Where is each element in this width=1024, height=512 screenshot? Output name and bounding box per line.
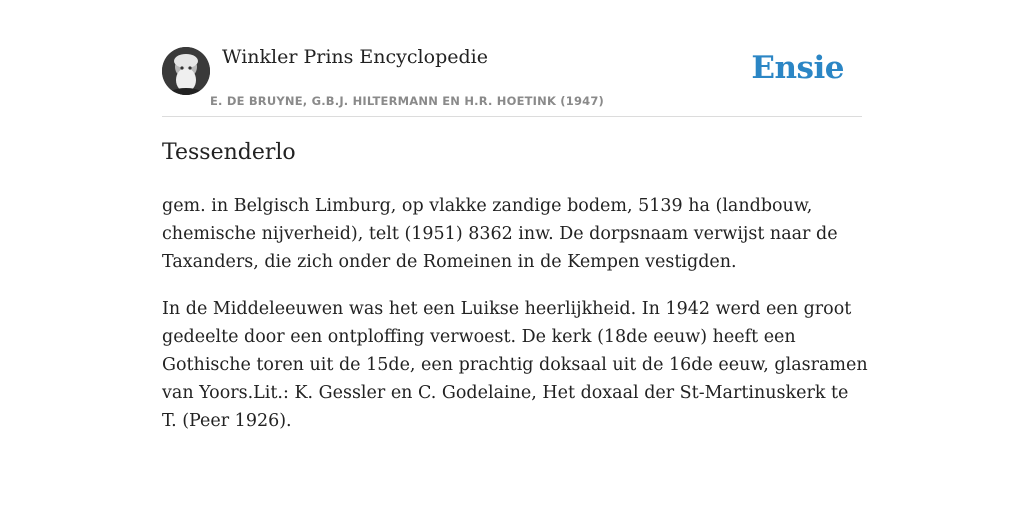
entry-paragraph: In de Middeleeuwen was het een Luikse heerlijkheid. In 1942 werd een groot gedeelte door een ontploffing verwoest. De kerk (18de eeuw) heeft een Gothische toren uit de 15de, een prachtig doksaal uit de 16de eeuw, glasramen van Yoors.Lit.: K. Gessler en C. Godelaine, Het doxaal der St-Martinuskerk te T. (Peer 1926). [162, 299, 868, 431]
header [162, 0, 862, 117]
book-title[interactable]: Winkler Prins Encyclopedie [222, 46, 488, 68]
entry-paragraph: gem. in Belgisch Limburg, op vlakke zandige bodem, 5139 ha (landbouw, chemische nijverheid), telt (1951) 8362 inw. De dorpsnaam verwijst naar de Taxanders, die zich onder de Romeinen in de Kempen vestigden. [162, 196, 838, 272]
brand-logo[interactable]: Ensie [751, 50, 844, 86]
entry-title: Tessenderlo [162, 140, 296, 165]
author-portrait-icon[interactable] [162, 47, 210, 95]
page-container [162, 0, 868, 431]
authors-line: E. DE BRUYNE, G.B.J. HILTERMANN EN H.R. HOETINK (1947) [210, 94, 605, 108]
